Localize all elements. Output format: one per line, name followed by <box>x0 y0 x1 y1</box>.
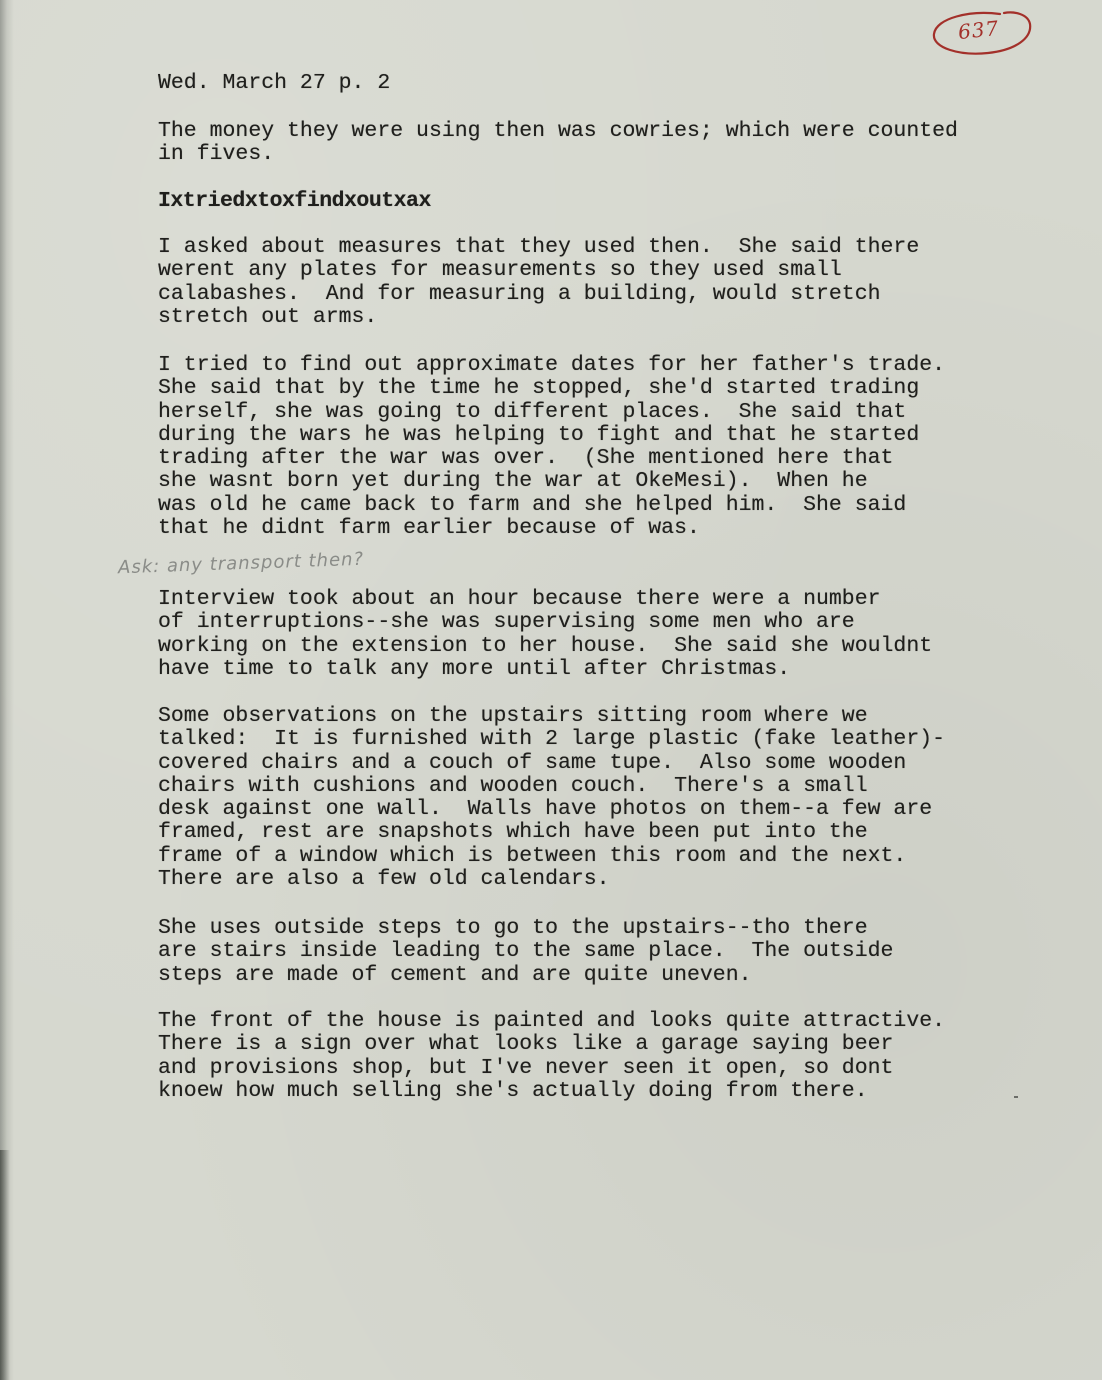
text-line: trading after the war was over. (She mentioned here that <box>158 446 894 471</box>
page-edge-shadow-lower <box>0 1150 10 1380</box>
text-line: The front of the house is painted and looks quite attractive. <box>158 1009 946 1033</box>
text-line: She said that by the time he stopped, she'd started trading <box>158 376 920 401</box>
text-line: talked: It is furnished with 2 large plastic (fake leather)- <box>158 727 946 752</box>
text-line: knoew how much selling she's actually doing from there. <box>158 1078 868 1103</box>
text-line: The money they were using then was cowries; which were counted <box>158 119 958 143</box>
text-line: covered chairs and a couch of same tupe. Also some wooden <box>158 750 907 775</box>
text-line: Some observations on the upstairs sitting room where we <box>158 704 868 728</box>
text-line: There are also a few old calendars. <box>158 867 610 892</box>
margin-note: Ask: any transport then? <box>117 548 365 579</box>
text-line: stretch out arms. <box>158 304 378 329</box>
text-line: during the wars he was helping to fight and that he started <box>158 422 920 447</box>
paragraph <box>158 705 945 891</box>
page-header: Wed. March 27 p. 2 <box>158 71 391 95</box>
text-line: in fives. <box>158 142 275 167</box>
paragraph <box>158 236 919 329</box>
page-number: 637 <box>956 15 1001 45</box>
text-line: desk against one wall. Walls have photos on them--a few are <box>158 797 933 822</box>
text-line: and provisions shop, but I've never seen it open, so dont <box>158 1055 894 1080</box>
stray-mark <box>1014 1096 1018 1098</box>
text-line: She uses outside steps to go to the upstairs--tho there <box>158 916 868 940</box>
paragraph <box>158 588 932 681</box>
text-line: I tried to find out approximate dates for her father's trade. <box>158 353 946 377</box>
struck-line: Ixtriedxtoxfindxoutxax <box>158 189 431 213</box>
text-line: calabashes. And for measuring a building, would stretch <box>158 281 881 306</box>
text-line: Interview took about an hour because there were a number <box>158 587 881 611</box>
text-line: I asked about measures that they used then. She said there <box>158 235 920 259</box>
text-line: are stairs inside leading to the same place. The outside <box>158 939 894 964</box>
text-line: steps are made of cement and are quite uneven. <box>158 962 752 987</box>
paragraph <box>158 120 958 167</box>
text-line: frame of a window which is between this room and the next. <box>158 843 907 868</box>
text-line: werent any plates for measurements so they used small <box>158 258 842 283</box>
text-line: of interruptions--she was supervising some men who are <box>158 610 855 635</box>
text-line: have time to talk any more until after Christmas. <box>158 656 791 681</box>
text-line: There is a sign over what looks like a garage saying beer <box>158 1032 894 1057</box>
text-line: herself, she was going to different places. She said that <box>158 399 907 424</box>
text-line: chairs with cushions and wooden couch. There's a small <box>158 773 868 798</box>
text-line: that he didnt farm earlier because of was. <box>158 516 700 541</box>
paragraph <box>158 354 945 540</box>
paragraph <box>158 1010 945 1103</box>
paragraph <box>158 917 893 987</box>
text-line: she wasnt born yet during the war at OkeMesi). When he <box>158 469 868 494</box>
text-line: was old he came back to farm and she helped him. She said <box>158 492 907 517</box>
text-line: framed, rest are snapshots which have been put into the <box>158 820 868 845</box>
paragraph <box>158 190 431 213</box>
text-line: working on the extension to her house. She said she wouldnt <box>158 633 933 658</box>
